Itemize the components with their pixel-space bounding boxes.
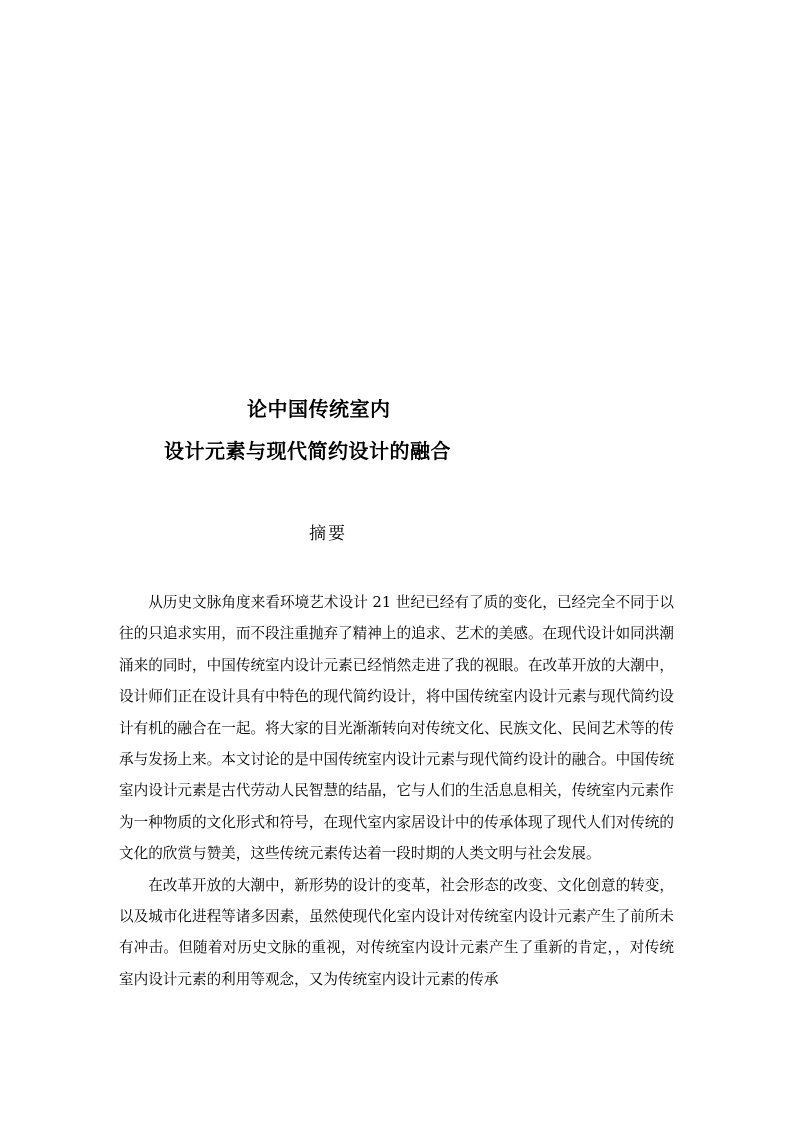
document-title-line-2: 设计元素与现代简约设计的融合: [164, 439, 451, 463]
abstract-paragraph-1: 从历史文脉角度来看环境艺术设计 21 世纪已经有了质的变化，已经完全不同于以往的只追求实用，而不段注重抛弃了精神上的追求、艺术的美感。在现代设计如同洪潮涌来的同时，中国传统室内设计元素已经悄然走进了我的视眼。在改革开放的大潮中，设计师们正在设计具有中特色的现代简约设计，将中国传统室内设计元素与现代简约设计有机的融合在一起。将大家的目光渐渐转向对传统文化、民族文化、民间艺术等的传承与发扬上来。本文讨论的是中国传统室内设计元素与现代简约设计的融合。中国传统室内设计元素是古代劳动人民智慧的结晶，它与人们的生活息息相关，传统室内元素作为一种物质的文化形式和符号，在现代室内家居设计中的传承体现了现代人们对传统的文化的欣赏与赞美，这些传统元素传达着一段时期的人类文明与社会发展。: [119, 594, 674, 863]
abstract-paragraph-2: 在改革开放的大潮中，新形势的设计的变革，社会形态的改变、文化创意的转变，以及城市化进程等诸多因素，虽然使现代化室内设计对传统室内设计元素产生了前所未有冲击。但随着对历史文脉的重视，对传统室内设计元素产生了重新的肯定，，对传统室内设计元素的利用等观念，又为传统室内设计元素的传承: [119, 876, 674, 988]
abstract-body: [119, 587, 674, 995]
abstract-heading: 摘要: [309, 524, 347, 544]
document-title-line-1: 论中国传统室内: [247, 397, 391, 421]
